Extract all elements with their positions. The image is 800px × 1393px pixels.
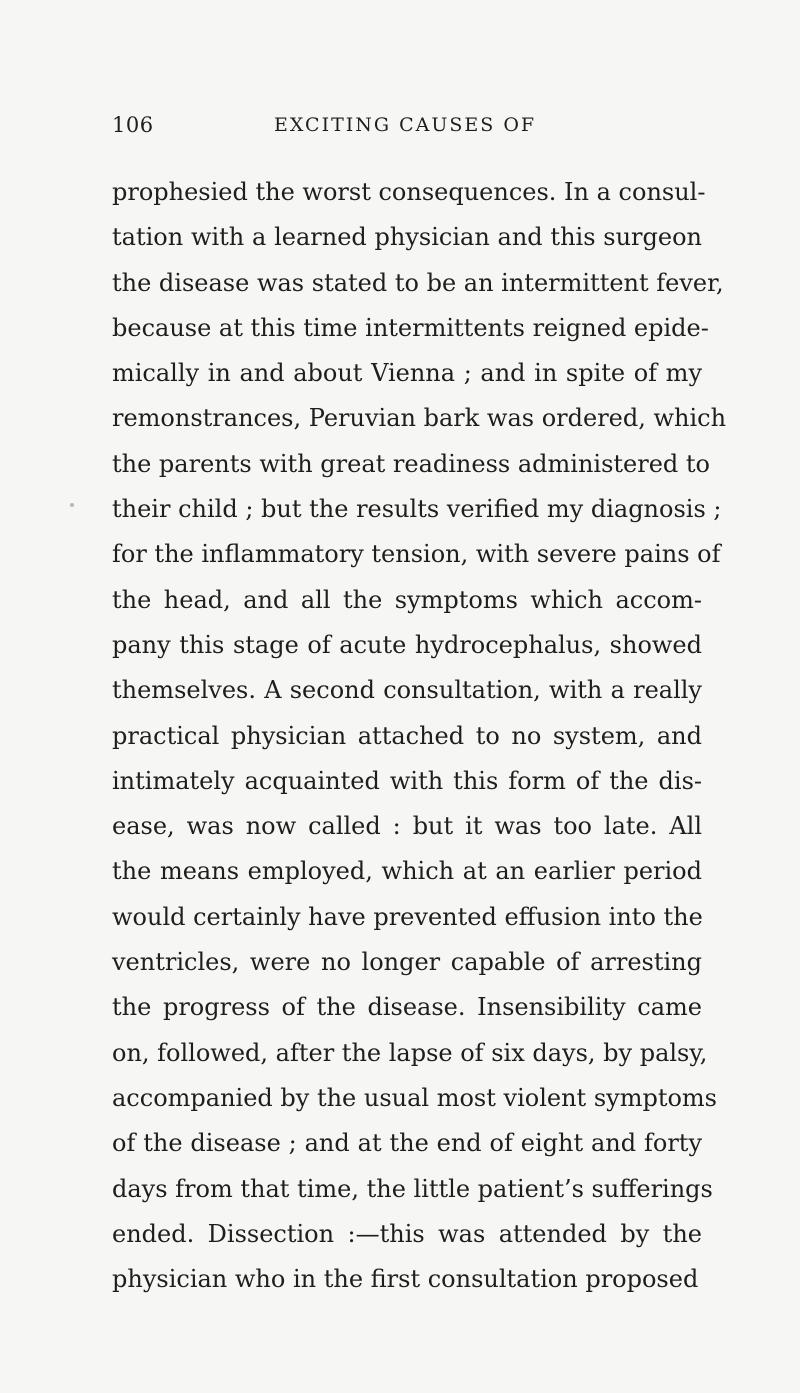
text-line: would certainly have prevented effusion into the (112, 902, 703, 931)
text-line: their child ; but the results verified my diagnosis ; (112, 495, 722, 524)
text-line: the head, and all the symptoms which accom- (112, 585, 702, 614)
text-line: ended. Dissection :—this was attended by the (112, 1219, 702, 1248)
text-line: themselves. A second consultation, with a really (112, 676, 702, 705)
text-line: practical physician attached to no system, and (112, 721, 702, 750)
text-line: mically in and about Vienna ; and in spite of my (112, 359, 702, 388)
text-line: because at this time intermittents reigned epide- (112, 313, 709, 342)
text-line: accompanied by the usual most violent symptoms (112, 1083, 717, 1112)
page-number: 106 (112, 113, 154, 137)
margin-mark (70, 503, 74, 507)
text-line: pany this stage of acute hydrocephalus, showed (112, 630, 702, 659)
text-line: the parents with great readiness administered to (112, 449, 711, 478)
text-line: of the disease ; and at the end of eight and forty (112, 1129, 702, 1158)
text-line: remonstrances, Peruvian bark was ordered, which (112, 404, 727, 433)
body-text (112, 170, 727, 1302)
text-line: prophesied the worst consequences. In a consul- (112, 178, 706, 206)
text-line: the progress of the disease. Insensibility came (112, 993, 702, 1022)
text-line: the means employed, which at an earlier period (112, 857, 702, 886)
text-line: physician who in the first consultation proposed (112, 1265, 699, 1294)
text-line: tation with a learned physician and this surgeon (112, 223, 702, 252)
text-line: ventricles, were no longer capable of arresting (112, 948, 702, 977)
text-line: on, followed, after the lapse of six days, by palsy, (112, 1038, 708, 1067)
text-line: ease, was now called : but it was too late. All (112, 812, 702, 841)
text-line: days from that time, the little patient’s sufferings (112, 1174, 713, 1203)
text-line: the disease was stated to be an intermittent fever, (112, 268, 724, 297)
text-line: for the inflammatory tension, with severe pains of (112, 540, 721, 569)
running-title: EXCITING CAUSES OF (274, 114, 537, 136)
text-line: intimately acquainted with this form of the dis- (112, 766, 702, 795)
page-header (112, 113, 682, 143)
